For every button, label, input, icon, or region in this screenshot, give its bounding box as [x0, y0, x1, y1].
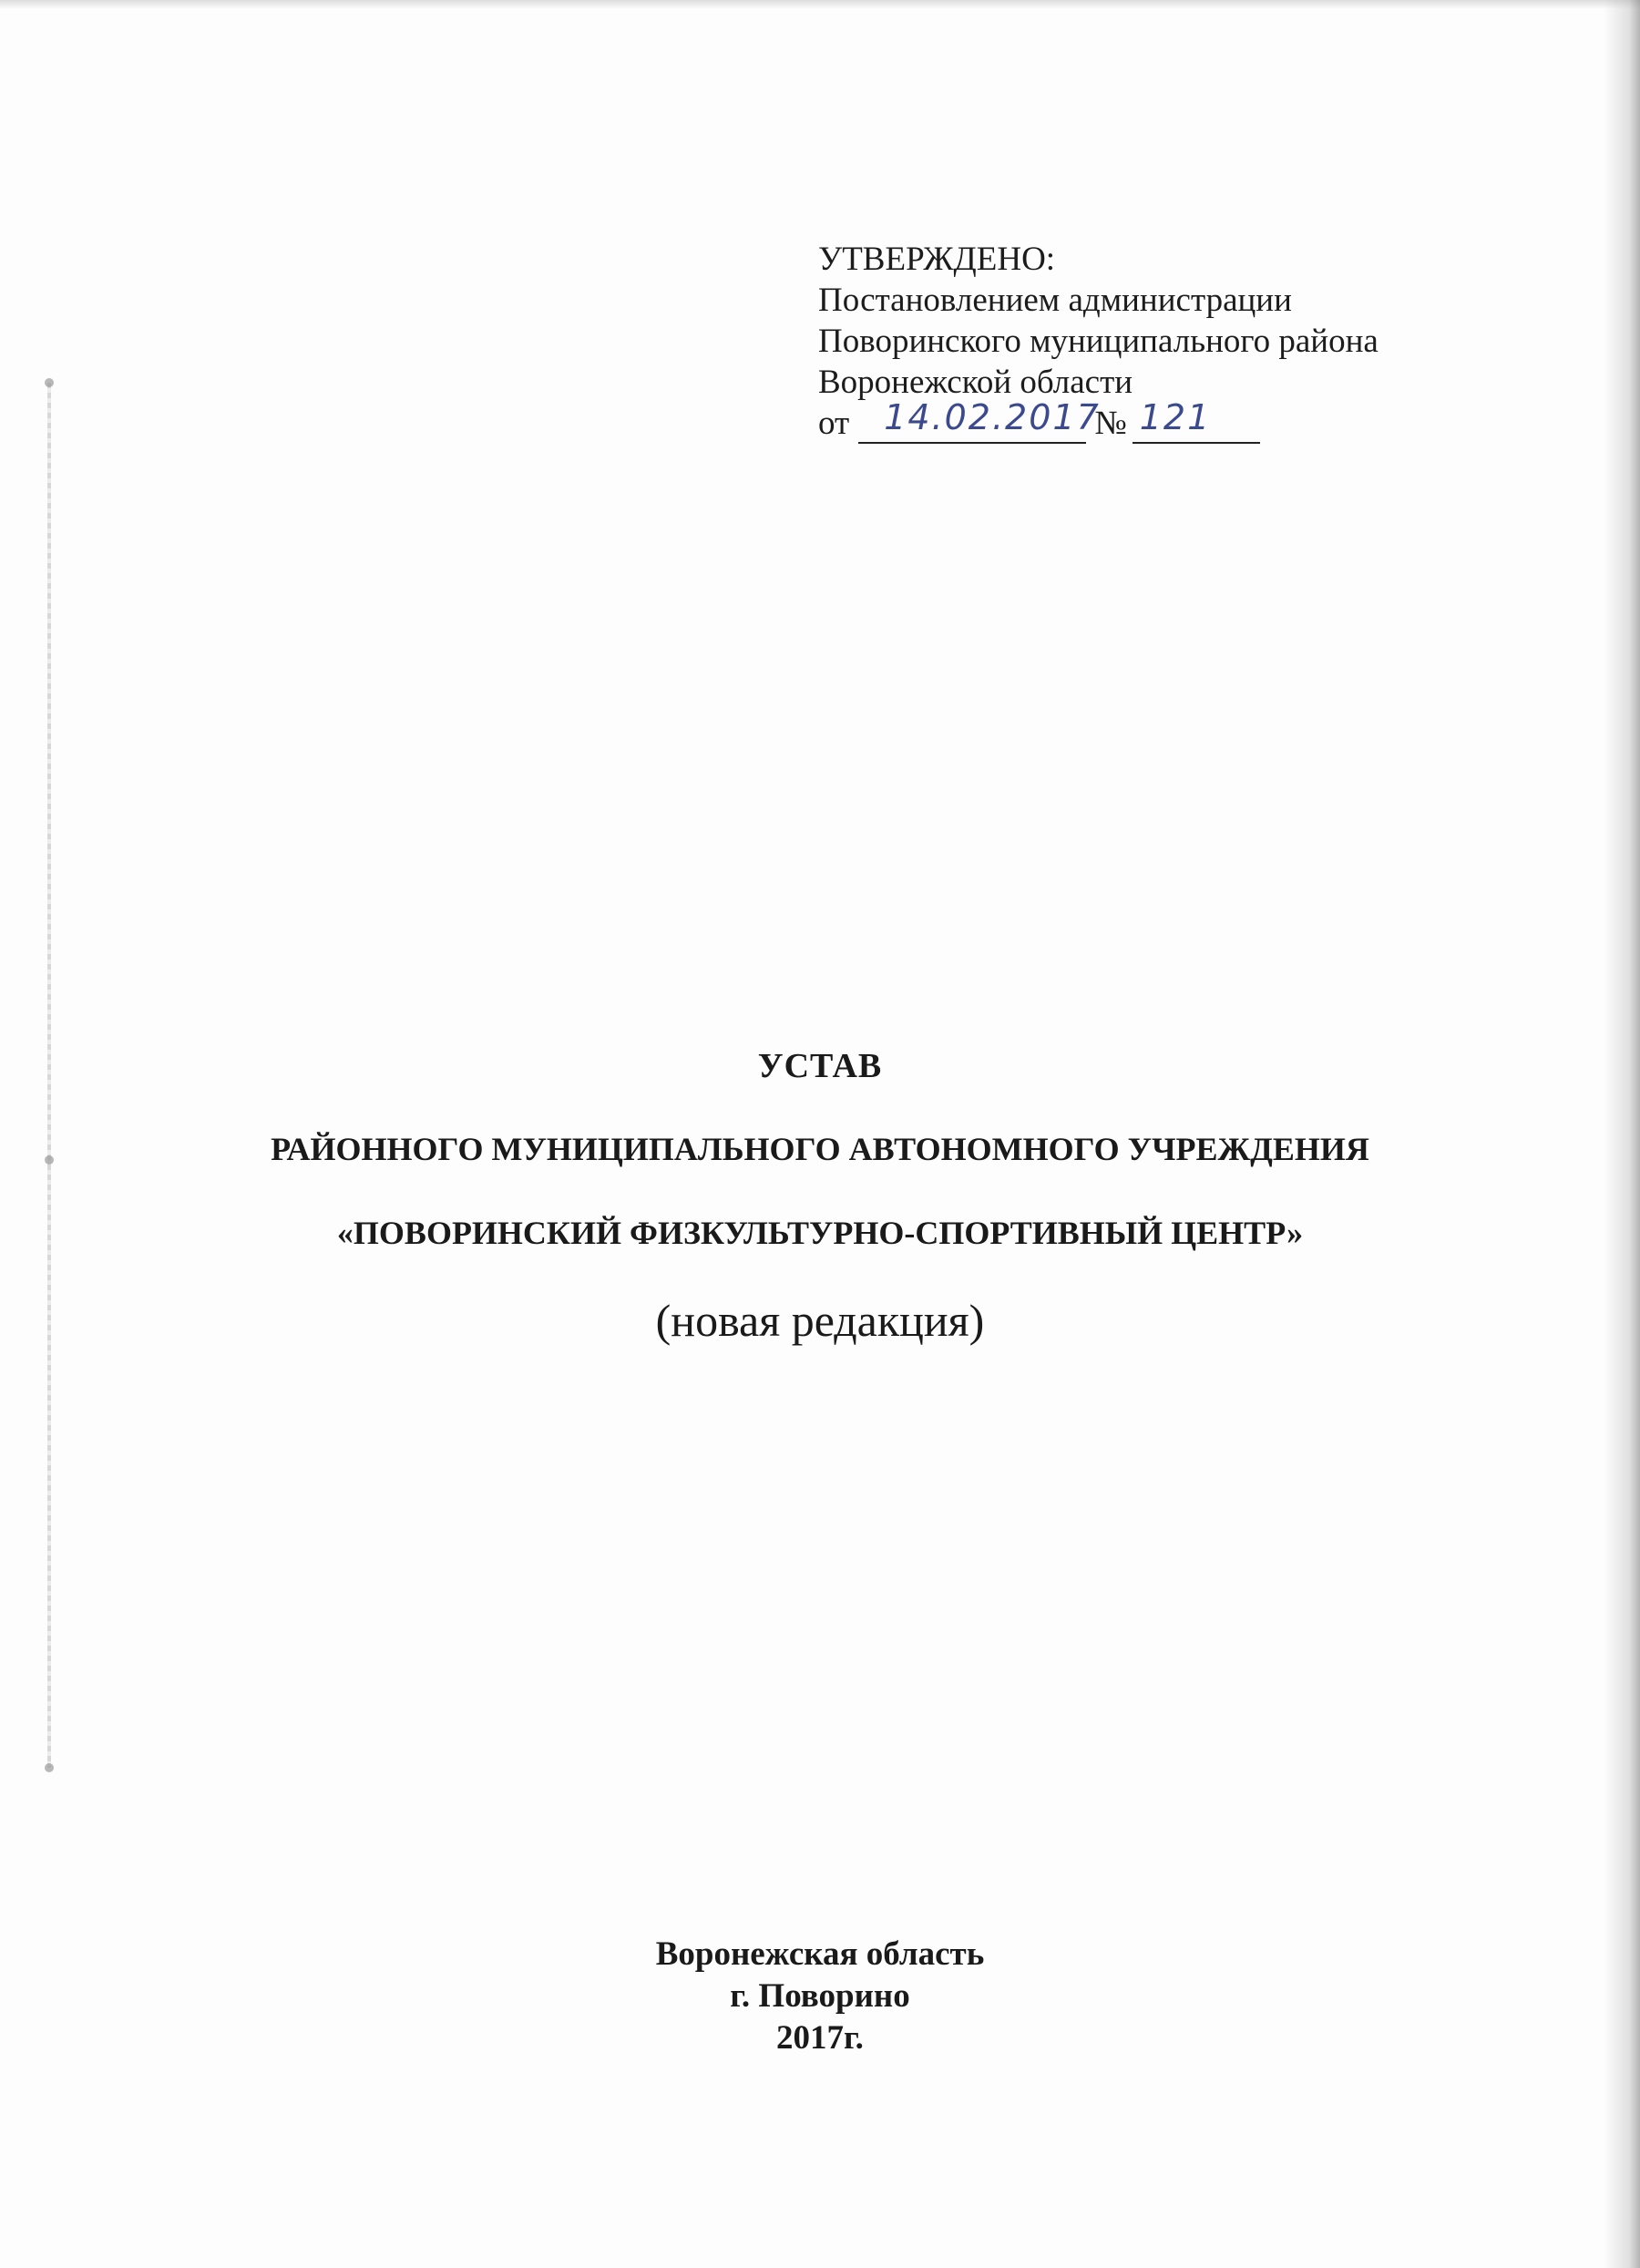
number-blank [1133, 397, 1260, 444]
approval-block [818, 239, 1379, 444]
organization-name-line1: РАЙОННОГО МУНИЦИПАЛЬНОГО АВТОНОМНОГО УЧРЕЖДЕНИЯ [271, 1131, 1369, 1167]
approval-line: Постановлением администрации [818, 282, 1292, 319]
edition-note: (новая редакция) [655, 1295, 985, 1346]
approval-heading: УТВЕРЖДЕНО: [818, 241, 1056, 278]
binding-hole [45, 378, 54, 387]
number-sign: № [1094, 405, 1127, 442]
approval-line: Поворинского муниципального района [818, 323, 1379, 360]
binding-hole [45, 1763, 54, 1772]
date-blank [858, 397, 1101, 444]
from-prefix: от [818, 405, 850, 442]
scan-shadow-top [0, 0, 1640, 9]
handwritten-number: 121 [1139, 397, 1212, 437]
footer-region: Воронежская область [655, 1935, 985, 1973]
approval-line: Воронежской области [818, 364, 1133, 401]
footer-city: г. Поворино [730, 1977, 910, 2015]
document-title: УСТАВ [757, 1047, 883, 1085]
order-reference [818, 397, 1379, 444]
organization-name-line2: «ПОВОРИНСКИЙ ФИЗКУЛЬТУРНО-СПОРТИВНЫЙ ЦЕНТР» [336, 1215, 1304, 1251]
handwritten-date: 14.02.2017 [884, 397, 1101, 437]
footer-year: 2017г. [776, 2019, 864, 2057]
